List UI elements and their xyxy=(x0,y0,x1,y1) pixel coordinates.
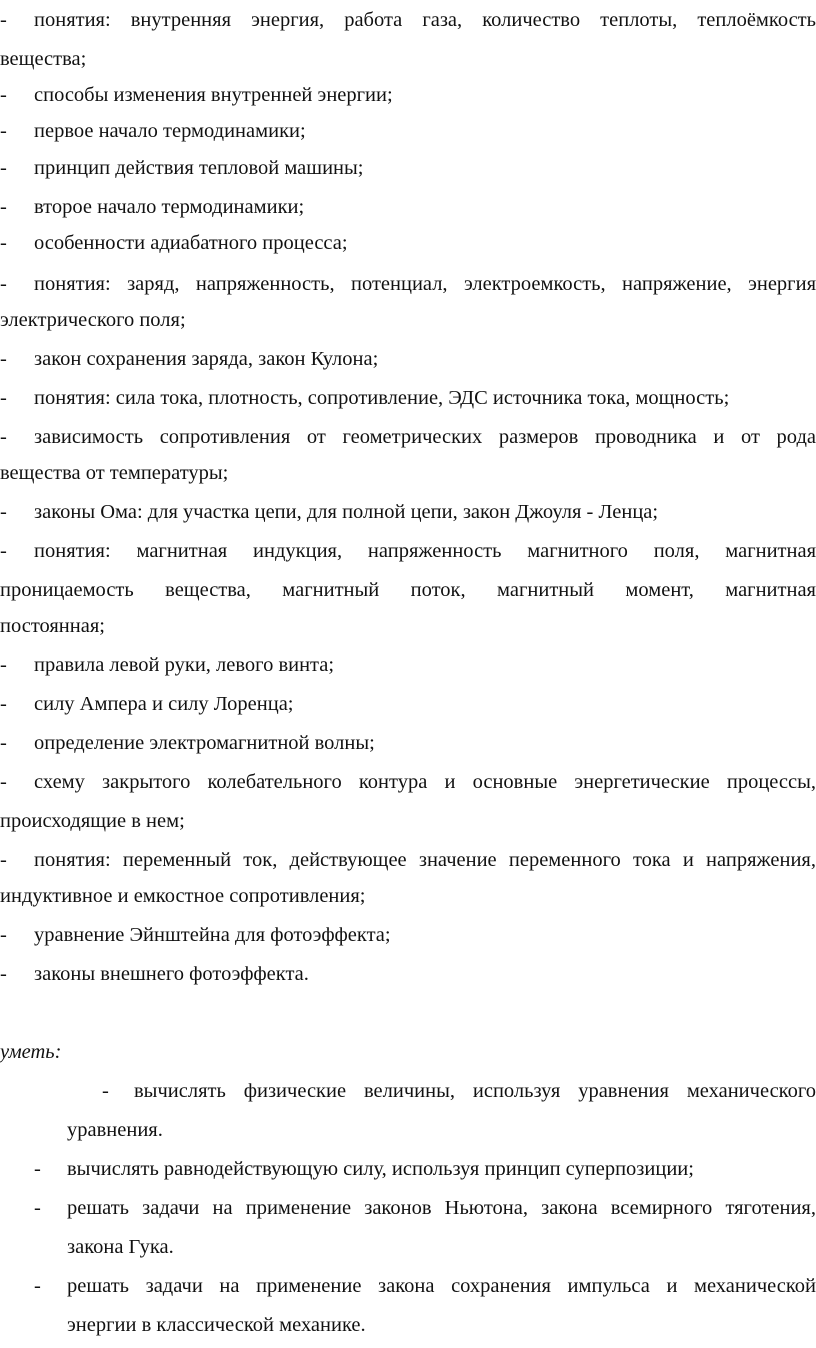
list-dash: - xyxy=(0,924,7,946)
list-item-text: законы внешнего фотоэффекта. xyxy=(34,963,309,985)
list-item-text: принцип действия тепловой машины; xyxy=(34,157,364,179)
list-item-text-continued: вещества; xyxy=(0,48,87,70)
list-item-text: определение электромагнитной волны; xyxy=(34,732,375,754)
list-dash: - xyxy=(0,273,7,295)
list-item-text: понятия: магнитная индукция, напряженность магнитного поля, магнитная xyxy=(34,540,816,562)
list-item-text: закон сохранения заряда, закон Кулона; xyxy=(34,348,379,370)
list-dash: - xyxy=(102,1080,109,1102)
list-dash: - xyxy=(0,9,7,31)
list-item-text: первое начало термодинамики; xyxy=(34,120,306,142)
list-item-text-continued: закона Гука. xyxy=(67,1236,174,1258)
list-dash: - xyxy=(34,1197,41,1219)
list-item-text: способы изменения внутренней энергии; xyxy=(34,84,393,106)
list-item-text: силу Ампера и силу Лоренца; xyxy=(34,693,294,715)
list-item-text: зависимость сопротивления от геометрических размеров проводника и от рода xyxy=(34,426,816,448)
list-dash: - xyxy=(0,232,7,254)
list-item-text: понятия: заряд, напряженность, потенциал, электроемкость, напряжение, энергия xyxy=(34,273,816,295)
list-dash: - xyxy=(0,849,7,871)
list-item-text: законы Ома: для участка цепи, для полной цепи, закон Джоуля - Ленца; xyxy=(34,501,659,523)
list-item-text-continued: электрического поля; xyxy=(0,309,186,331)
list-item-text-continued: индуктивное и емкостное сопротивления; xyxy=(0,885,366,907)
list-dash: - xyxy=(0,426,7,448)
list-item-text-continued: происходящие в нем; xyxy=(0,810,185,832)
list-dash: - xyxy=(0,963,7,985)
list-dash: - xyxy=(0,501,7,523)
list-dash: - xyxy=(0,196,7,218)
list-item-text: понятия: переменный ток, действующее значение переменного тока и напряжения, xyxy=(34,849,816,871)
list-dash: - xyxy=(0,84,7,106)
list-item-text: схему закрытого колебательного контура и основные энергетические процессы, xyxy=(34,771,816,793)
list-dash: - xyxy=(34,1158,41,1180)
list-item-text-continued: энергии в классической механике. xyxy=(67,1314,366,1336)
list-item-text: особенности адиабатного процесса; xyxy=(34,232,348,254)
list-item-text: второе начало термодинамики; xyxy=(34,196,305,218)
list-item-text: правила левой руки, левого винта; xyxy=(34,654,335,676)
list-item-text: уравнение Эйнштейна для фотоэффекта; xyxy=(34,924,391,946)
list-item-text-continued: проницаемость вещества, магнитный поток, магнитный момент, магнитная xyxy=(0,579,816,601)
list-item-text: решать задачи на применение законов Ньютона, закона всемирного тяготения, xyxy=(67,1197,816,1219)
list-dash: - xyxy=(0,540,7,562)
list-dash: - xyxy=(0,120,7,142)
list-dash: - xyxy=(0,157,7,179)
list-item-text: решать задачи на применение закона сохранения импульса и механической xyxy=(67,1275,816,1297)
list-item-text-continued: постоянная; xyxy=(0,615,105,637)
list-dash: - xyxy=(34,1275,41,1297)
list-dash: - xyxy=(0,732,7,754)
list-item-text: понятия: сила тока, плотность, сопротивление, ЭДС источника тока, мощность; xyxy=(34,387,730,409)
list-item-text: понятия: внутренняя энергия, работа газа, количество теплоты, теплоёмкость xyxy=(34,9,816,31)
list-item-text: вычислять равнодействующую силу, используя принцип суперпозиции; xyxy=(67,1158,694,1180)
list-dash: - xyxy=(0,693,7,715)
list-dash: - xyxy=(0,771,7,793)
section-heading-able: уметь: xyxy=(0,1041,62,1063)
list-item-text-continued: уравнения. xyxy=(67,1119,163,1141)
list-item-text: вычислять физические величины, используя уравнения механического xyxy=(134,1080,816,1102)
list-item-text-continued: вещества от температуры; xyxy=(0,462,229,484)
list-dash: - xyxy=(0,387,7,409)
list-dash: - xyxy=(0,348,7,370)
list-dash: - xyxy=(0,654,7,676)
